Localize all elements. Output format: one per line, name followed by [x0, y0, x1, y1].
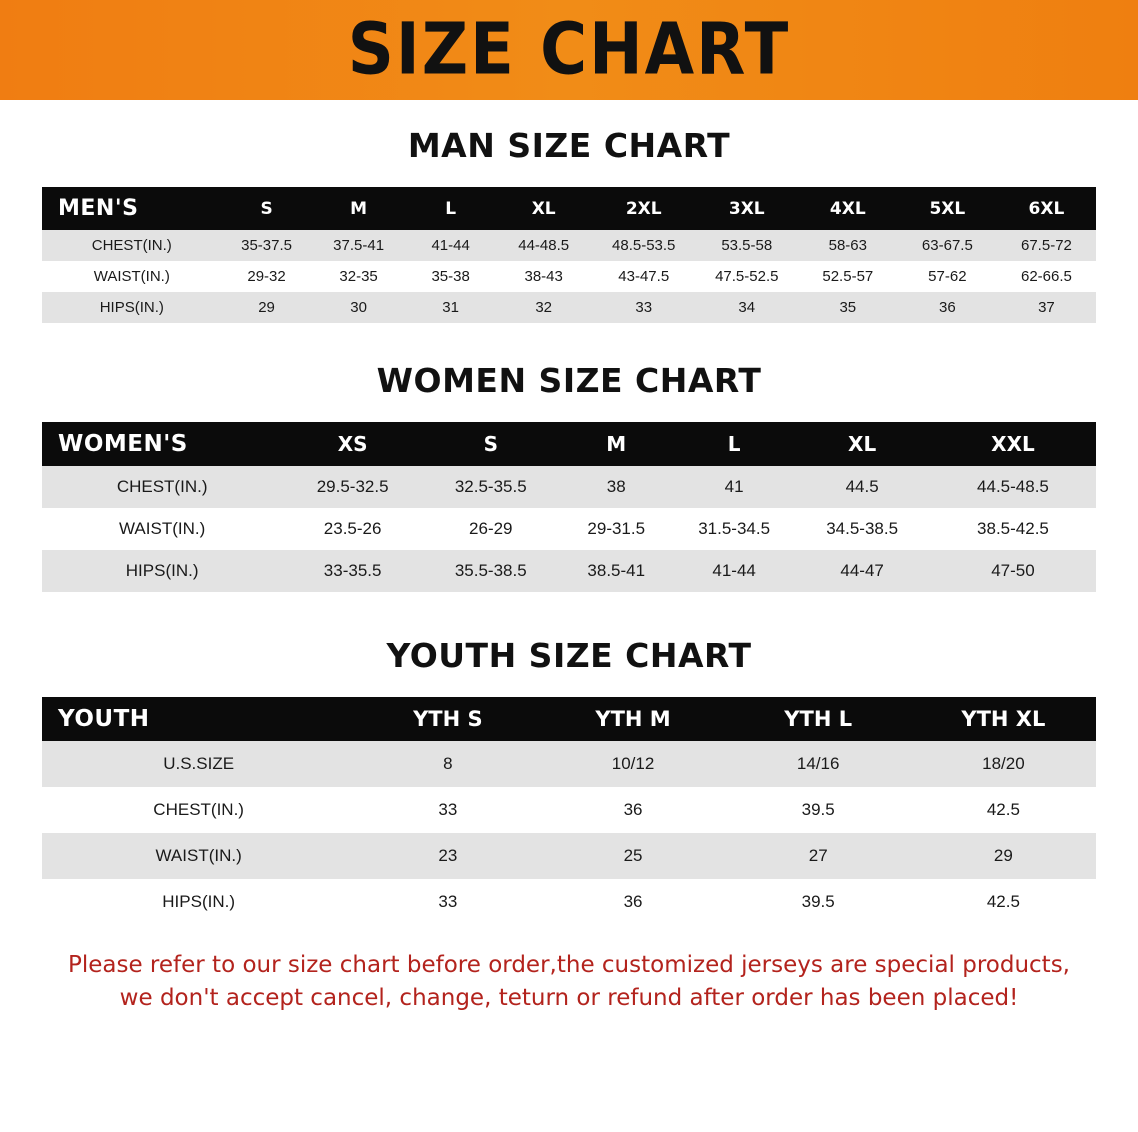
page-title: SIZE CHART: [347, 8, 791, 92]
youth-row0-cell-3: 18/20: [911, 741, 1096, 787]
man-row0-cell-0: 35-37.5: [222, 230, 312, 261]
youth-row1-cell-2: 39.5: [726, 787, 911, 833]
women-row2-cell-3: 41-44: [674, 550, 794, 592]
man-row0-cell-5: 53.5-58: [696, 230, 798, 261]
man-header-cell-1: S: [222, 187, 312, 230]
man-row1-cell-3: 38-43: [496, 261, 592, 292]
table-row: [42, 466, 1096, 508]
youth-header-cell-1: YTH S: [355, 697, 540, 741]
man-header-cell-7: 4XL: [798, 187, 898, 230]
man-row1-cell-8: 62-66.5: [997, 261, 1096, 292]
man-row2-cell-5: 34: [696, 292, 798, 323]
youth-size-table: [42, 697, 1096, 925]
table-row: [42, 230, 1096, 261]
man-size-table-wrapper: [42, 187, 1096, 323]
women-row1-cell-4: 34.5-38.5: [794, 508, 930, 550]
table-row: [42, 741, 1096, 787]
youth-row2-cell-3: 29: [911, 833, 1096, 879]
man-row2-cell-7: 36: [898, 292, 997, 323]
youth-row1-cell-3: 42.5: [911, 787, 1096, 833]
man-header-cell-2: M: [312, 187, 406, 230]
man-row1-cell-6: 52.5-57: [798, 261, 898, 292]
women-row2-cell-5: 47-50: [930, 550, 1096, 592]
table-header-row: [42, 697, 1096, 741]
man-header-cell-9: 6XL: [997, 187, 1096, 230]
women-header-cell-3: M: [559, 422, 674, 466]
man-row2-cell-8: 37: [997, 292, 1096, 323]
man-row0-cell-4: 48.5-53.5: [592, 230, 696, 261]
man-row1-cell-2: 35-38: [406, 261, 496, 292]
women-row1-cell-5: 38.5-42.5: [930, 508, 1096, 550]
youth-row3-cell-2: 39.5: [726, 879, 911, 925]
man-section-title: MAN SIZE CHART: [407, 126, 731, 165]
man-row1-cell-1: 32-35: [312, 261, 406, 292]
man-row2-cell-3: 32: [496, 292, 592, 323]
women-row0-cell-0: 29.5-32.5: [282, 466, 423, 508]
youth-row2-label: WAIST(IN.): [42, 833, 355, 879]
man-row0-label: CHEST(IN.): [42, 230, 222, 261]
man-header-cell-8: 5XL: [898, 187, 997, 230]
youth-row1-cell-1: 36: [540, 787, 725, 833]
youth-row2-cell-0: 23: [355, 833, 540, 879]
women-table-body: [42, 466, 1096, 592]
women-section-title: WOMEN SIZE CHART: [376, 361, 762, 400]
table-header-row: [42, 422, 1096, 466]
women-header-cell-1: XS: [282, 422, 423, 466]
women-header-cell-4: L: [674, 422, 794, 466]
man-table-body: [42, 230, 1096, 323]
women-row0-cell-2: 38: [559, 466, 674, 508]
man-row0-cell-3: 44-48.5: [496, 230, 592, 261]
youth-row1-label: CHEST(IN.): [42, 787, 355, 833]
youth-table-body: [42, 741, 1096, 925]
women-row0-cell-4: 44.5: [794, 466, 930, 508]
women-row1-cell-2: 29-31.5: [559, 508, 674, 550]
women-row2-cell-4: 44-47: [794, 550, 930, 592]
women-size-table-wrapper: [42, 422, 1096, 592]
youth-header-cell-4: YTH XL: [911, 697, 1096, 741]
youth-row0-cell-2: 14/16: [726, 741, 911, 787]
women-row0-cell-3: 41: [674, 466, 794, 508]
man-header-cell-4: XL: [496, 187, 592, 230]
women-row2-cell-1: 35.5-38.5: [423, 550, 559, 592]
women-header-cell-2: S: [423, 422, 559, 466]
women-header-cell-6: XXL: [930, 422, 1096, 466]
women-table-head: [42, 422, 1096, 466]
women-row1-label: WAIST(IN.): [42, 508, 282, 550]
man-header-cell-6: 3XL: [696, 187, 798, 230]
man-row1-cell-4: 43-47.5: [592, 261, 696, 292]
table-row: [42, 833, 1096, 879]
table-header-row: [42, 187, 1096, 230]
youth-row0-cell-1: 10/12: [540, 741, 725, 787]
youth-row2-cell-2: 27: [726, 833, 911, 879]
women-row0-cell-1: 32.5-35.5: [423, 466, 559, 508]
women-row2-label: HIPS(IN.): [42, 550, 282, 592]
man-row1-cell-0: 29-32: [222, 261, 312, 292]
disclaimer-note: [38, 949, 1100, 1016]
women-size-table: [42, 422, 1096, 592]
man-row2-label: HIPS(IN.): [42, 292, 222, 323]
women-row2-cell-2: 38.5-41: [559, 550, 674, 592]
women-row1-cell-1: 26-29: [423, 508, 559, 550]
man-row0-cell-2: 41-44: [406, 230, 496, 261]
man-row0-cell-1: 37.5-41: [312, 230, 406, 261]
youth-section-title: YOUTH SIZE CHART: [386, 636, 752, 675]
women-row2-cell-0: 33-35.5: [282, 550, 423, 592]
youth-row3-label: HIPS(IN.): [42, 879, 355, 925]
man-header-cell-3: L: [406, 187, 496, 230]
man-header-cell-5: 2XL: [592, 187, 696, 230]
man-row2-cell-0: 29: [222, 292, 312, 323]
disclaimer-line-2: we don't accept cancel, change, teturn or refund after order has been placed!: [119, 985, 1019, 1012]
man-row0-cell-8: 67.5-72: [997, 230, 1096, 261]
women-row0-cell-5: 44.5-48.5: [930, 466, 1096, 508]
women-row0-label: CHEST(IN.): [42, 466, 282, 508]
youth-row2-cell-1: 25: [540, 833, 725, 879]
table-row: [42, 879, 1096, 925]
women-row1-cell-3: 31.5-34.5: [674, 508, 794, 550]
women-header-cell-5: XL: [794, 422, 930, 466]
table-row: [42, 550, 1096, 592]
header-banner: [0, 0, 1138, 100]
youth-size-table-wrapper: [42, 697, 1096, 925]
man-row1-label: WAIST(IN.): [42, 261, 222, 292]
table-row: [42, 508, 1096, 550]
man-row2-cell-1: 30: [312, 292, 406, 323]
youth-row3-cell-1: 36: [540, 879, 725, 925]
man-row1-cell-7: 57-62: [898, 261, 997, 292]
women-row1-cell-0: 23.5-26: [282, 508, 423, 550]
women-header-cell-0: WOMEN'S: [42, 422, 282, 466]
man-row2-cell-2: 31: [406, 292, 496, 323]
man-size-table: [42, 187, 1096, 323]
man-row1-cell-5: 47.5-52.5: [696, 261, 798, 292]
table-row: [42, 261, 1096, 292]
youth-row0-label: U.S.SIZE: [42, 741, 355, 787]
table-row: [42, 787, 1096, 833]
man-row2-cell-6: 35: [798, 292, 898, 323]
youth-table-head: [42, 697, 1096, 741]
youth-header-cell-2: YTH M: [540, 697, 725, 741]
youth-header-cell-0: YOUTH: [42, 697, 355, 741]
youth-row1-cell-0: 33: [355, 787, 540, 833]
man-row0-cell-7: 63-67.5: [898, 230, 997, 261]
man-table-head: [42, 187, 1096, 230]
disclaimer-line-1: Please refer to our size chart before order,the customized jerseys are special products,: [67, 952, 1070, 978]
youth-row3-cell-0: 33: [355, 879, 540, 925]
man-header-cell-0: MEN'S: [42, 187, 222, 230]
man-row2-cell-4: 33: [592, 292, 696, 323]
youth-header-cell-3: YTH L: [726, 697, 911, 741]
youth-row0-cell-0: 8: [355, 741, 540, 787]
table-row: [42, 292, 1096, 323]
youth-row3-cell-3: 42.5: [911, 879, 1096, 925]
man-row0-cell-6: 58-63: [798, 230, 898, 261]
